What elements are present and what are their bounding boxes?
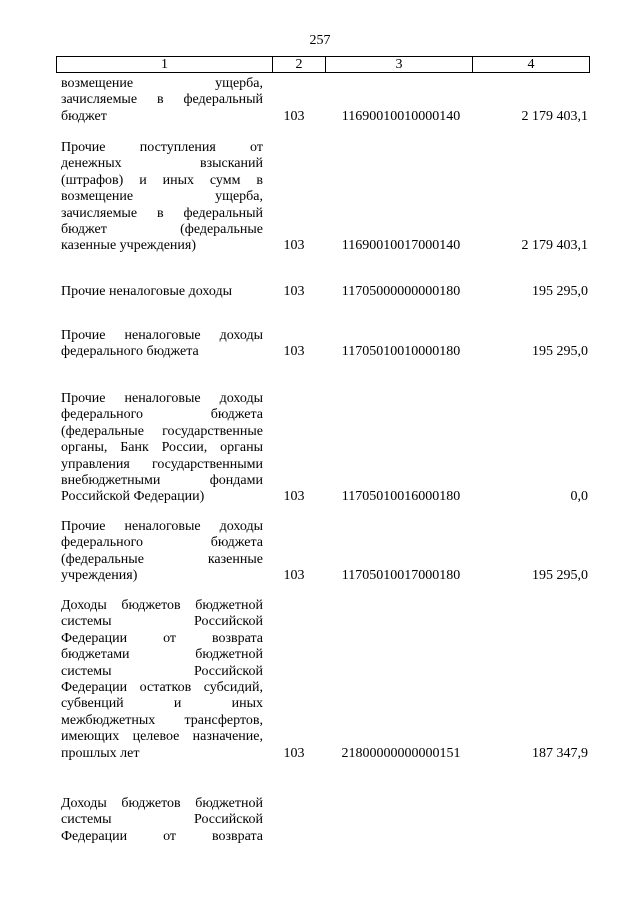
row-budget-code: 11705010010000180	[341, 344, 461, 360]
row-name-line: Федерации остатков субсидий,	[61, 680, 263, 696]
row-name-line: казенные учреждения)	[61, 238, 197, 254]
row-name-line: управления государственными	[61, 456, 263, 472]
row-name-line: Федерации от возврата	[61, 828, 263, 844]
row-name-line: бюджет (федеральные	[61, 222, 263, 238]
row-name-line: Доходы бюджетов бюджетной	[61, 796, 263, 811]
row-name-line: федерального бюджета	[61, 407, 263, 423]
row-name-line: системы Российской	[61, 812, 263, 828]
row-amount: 2 179 403,1	[521, 238, 588, 254]
row-name-line: возмещение ущерба,	[61, 76, 263, 91]
row-name-line: учреждения)	[61, 568, 138, 584]
row-name	[61, 391, 263, 506]
row-name-line: Прочие поступления от	[61, 140, 263, 155]
row-name	[61, 598, 263, 762]
row-amount: 195 295,0	[532, 284, 588, 299]
row-admin-code: 103	[283, 284, 305, 299]
row-name-line: Прочие неналоговые доходы	[61, 519, 263, 534]
row-name-line: зачисляемые в федеральный	[61, 92, 263, 108]
row-admin-code: 103	[283, 745, 305, 761]
table-header	[56, 56, 590, 73]
row-admin-code: 103	[283, 489, 305, 505]
header-col-1: 1	[161, 57, 168, 72]
row-name	[61, 76, 263, 125]
row-name-line: субвенций и иных	[61, 696, 263, 712]
row-name-line: прошлых лет	[61, 745, 140, 761]
row-name-line: федерального бюджета	[61, 344, 199, 360]
row-budget-code: 11690010010000140	[341, 108, 461, 124]
row-budget-code: 11705010016000180	[341, 489, 461, 505]
header-col-2: 2	[295, 57, 303, 72]
row-amount: 187 347,9	[532, 745, 588, 761]
row-budget-code: 11705000000000180	[341, 284, 461, 299]
row-name-line: органы, Банк России, органы	[61, 440, 263, 456]
row-budget-code: 11705010017000180	[341, 568, 461, 584]
row-name-line: системы Российской	[61, 614, 263, 630]
row-name-line: бюджет	[61, 108, 107, 124]
row-name	[61, 796, 263, 845]
row-admin-code: 103	[283, 108, 305, 124]
row-amount: 195 295,0	[532, 568, 588, 584]
row-name-line: (федеральные государственные	[61, 423, 263, 439]
row-name	[61, 284, 263, 300]
row-name-line: Прочие неналоговые доходы	[61, 391, 263, 406]
row-amount: 195 295,0	[532, 344, 588, 360]
row-name-line: бюджетами бюджетной	[61, 647, 263, 663]
row-name-line: Прочие неналоговые доходы	[61, 284, 233, 299]
row-name-line: денежных взысканий	[61, 156, 263, 172]
row-name-line: системы Российской	[61, 663, 263, 679]
row-name-line: имеющих целевое назначение,	[61, 729, 263, 745]
row-name-line: федерального бюджета	[61, 535, 263, 551]
row-budget-code: 21800000000000151	[341, 745, 461, 761]
row-name-line: (штрафов) и иных сумм в	[61, 172, 263, 188]
row-amount: 2 179 403,1	[521, 108, 588, 124]
row-name-line: Доходы бюджетов бюджетной	[61, 598, 263, 613]
row-name-line: Федерации от возврата	[61, 630, 263, 646]
row-admin-code: 103	[283, 568, 305, 584]
row-name	[61, 140, 263, 255]
row-name-line: внебюджетными фондами	[61, 473, 263, 489]
row-name-line: Российской Федерации)	[61, 489, 205, 505]
row-name-line: Прочие неналоговые доходы	[61, 328, 263, 343]
row-admin-code: 103	[283, 344, 305, 360]
row-name-line: возмещение ущерба,	[61, 189, 263, 205]
row-name-line: зачисляемые в федеральный	[61, 205, 263, 221]
header-col-3: 3	[395, 57, 403, 72]
row-name-line: (федеральные казенные	[61, 551, 263, 567]
row-amount: 0,0	[570, 489, 588, 505]
row-name-line: межбюджетных трансфертов,	[61, 712, 263, 728]
row-name	[61, 519, 263, 585]
page-number: 257	[309, 33, 331, 48]
row-admin-code: 103	[283, 238, 305, 254]
row-budget-code: 11690010017000140	[341, 238, 461, 254]
header-col-4: 4	[527, 57, 535, 72]
row-name	[61, 328, 263, 361]
